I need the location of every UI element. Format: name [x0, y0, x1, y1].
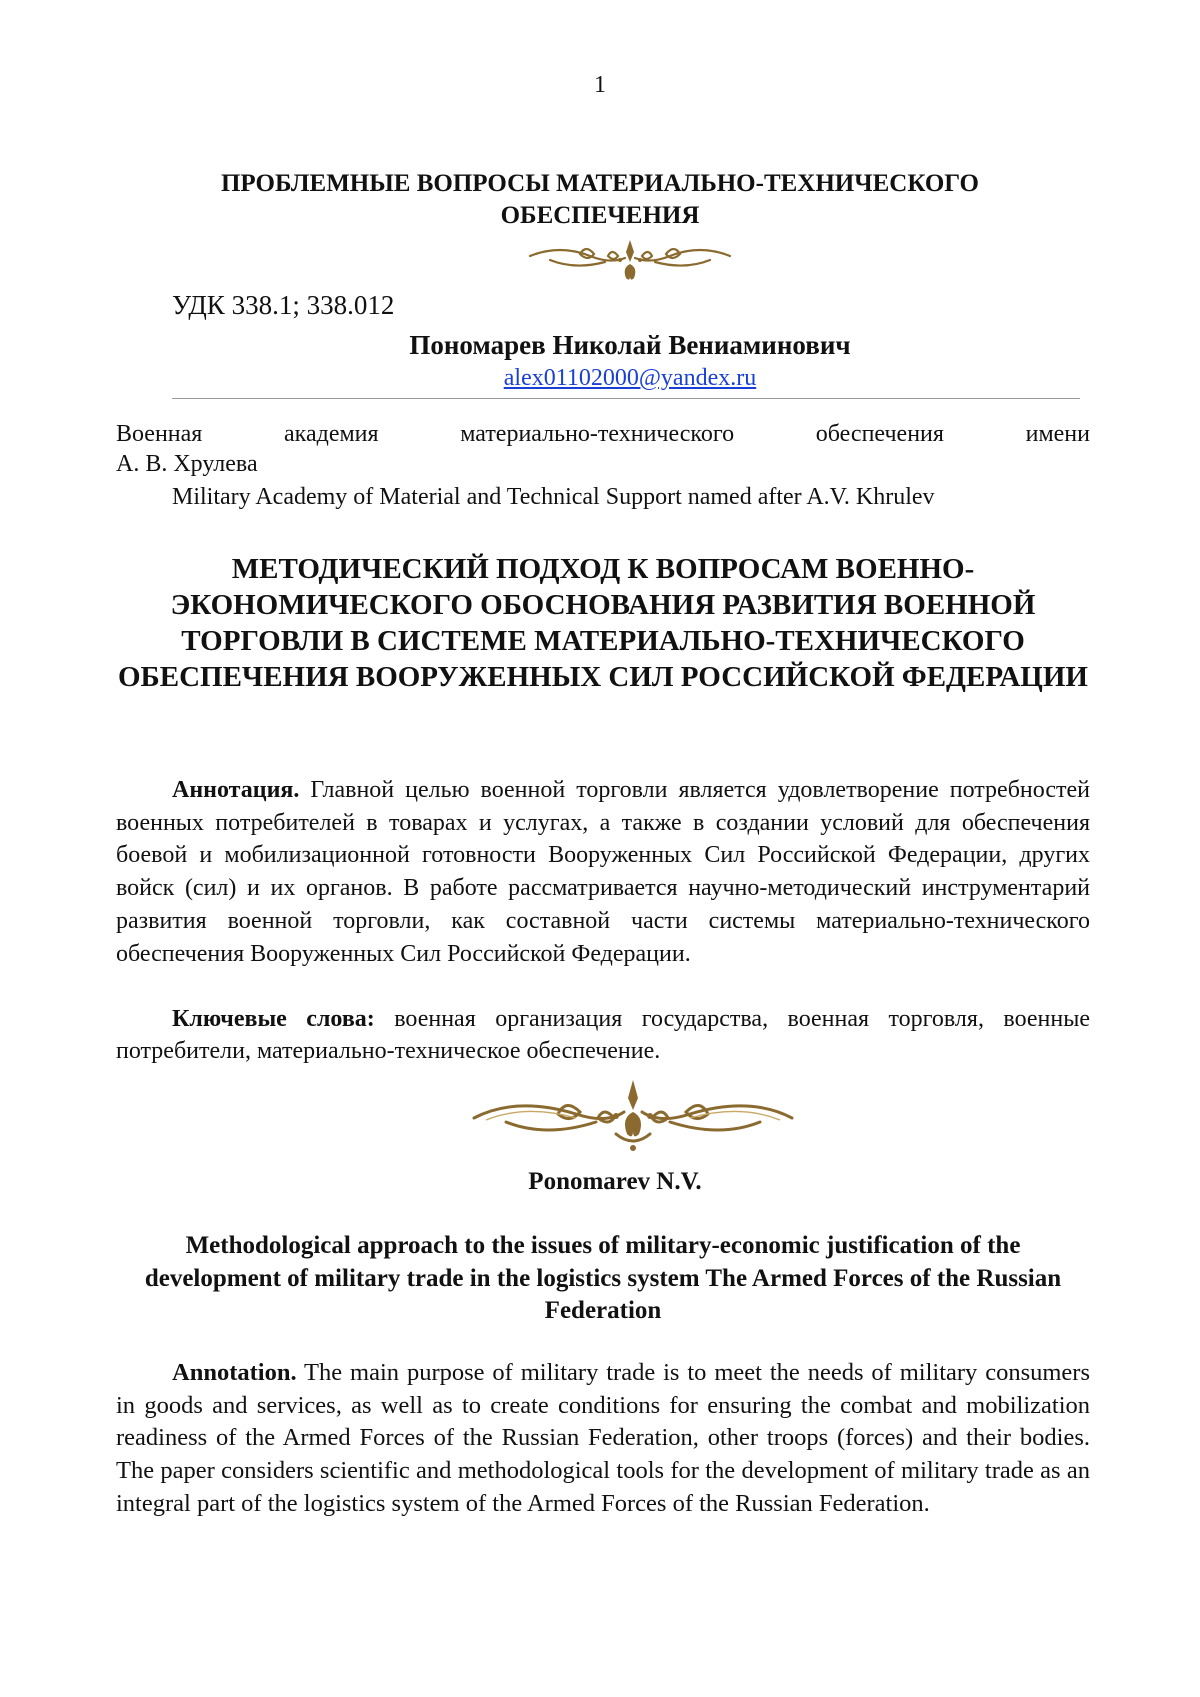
article-title-ru: МЕТОДИЧЕСКИЙ ПОДХОД К ВОПРОСАМ ВОЕННО-ЭКОНОМИЧЕСКОГО ОБОСНОВАНИЯ РАЗВИТИЯ ВОЕННОЙ ТОРГОВЛИ В СИСТЕМЕ МАТЕРИАЛЬНО-ТЕХНИЧЕСКОГО ОБЕСПЕЧЕНИЯ ВООРУЖЕННЫХ СИЛ РОССИЙСКОЙ ФЕДЕРАЦИИ [118, 553, 1088, 693]
udk-code: УДК 338.1; 338.012 [172, 290, 395, 320]
header-rule [172, 398, 1080, 399]
annotation-en-text: The main purpose of military trade is to meet the needs of military consumers in goods and services, as well as to create conditions for ensuring the combat and mobilization readiness of the Armed Forces of the Russian Federation, other troops (forces) and their bodies. The paper considers scientific and methodological tools for the development of military trade as an integral part of the logistics system of the Armed Forces of the Russian Federation. [116, 1359, 1090, 1517]
author-email-link[interactable]: alex01102000@yandex.ru [503, 365, 757, 391]
keywords-ru-text: военная организация государства, военная торговля, военные потребители, материально-техническое обеспечение. [116, 1006, 1090, 1064]
keywords-ru [116, 1003, 1090, 1067]
ornament-flourish-icon [466, 1078, 800, 1156]
affiliation-en: Military Academy of Material and Technical Support named after A.V. Khrulev [172, 484, 935, 510]
annotation-ru-label: Аннотация. [172, 777, 300, 803]
section-rubric: ПРОБЛЕМНЫЕ ВОПРОСЫ МАТЕРИАЛЬНО-ТЕХНИЧЕСКОГО ОБЕСПЕЧЕНИЯ [220, 170, 980, 229]
ornament-divider-icon [520, 236, 740, 286]
keywords-ru-label: Ключевые слова: [172, 1006, 375, 1032]
page-number: 1 [594, 72, 606, 98]
affiliation-ru-line1: Военная академия материально-технического обеспечения имени [116, 421, 1090, 447]
annotation-en-label: Annotation. [172, 1359, 297, 1386]
author-name-en: Ponomarev N.V. [528, 1168, 702, 1195]
author-name-ru: Пономарев Николай Вениаминович [409, 330, 851, 360]
article-title-en: Methodological approach to the issues of military-economic justification of the development of military trade in the logistics system The Armed Forces of the Russian Federation [144, 1232, 1062, 1324]
annotation-ru-text: Главной целью военной торговли является удовлетворение потребностей военных потребителей в товарах и услугах, а также в создании условий для обеспечения боевой и мобилизационной готовности Вооруженных Сил Российской Федерации, других войск (сил) и их органов. В работе рассматривается научно-методический инструментарий развития военной торговли, как составной части системы материально-технического обеспечения Вооруженных Сил Российской Федерации. [116, 777, 1090, 967]
annotation-en [116, 1357, 1090, 1521]
annotation-ru [116, 774, 1090, 970]
affiliation-ru-line2: А. В. Хрулева [116, 451, 258, 477]
